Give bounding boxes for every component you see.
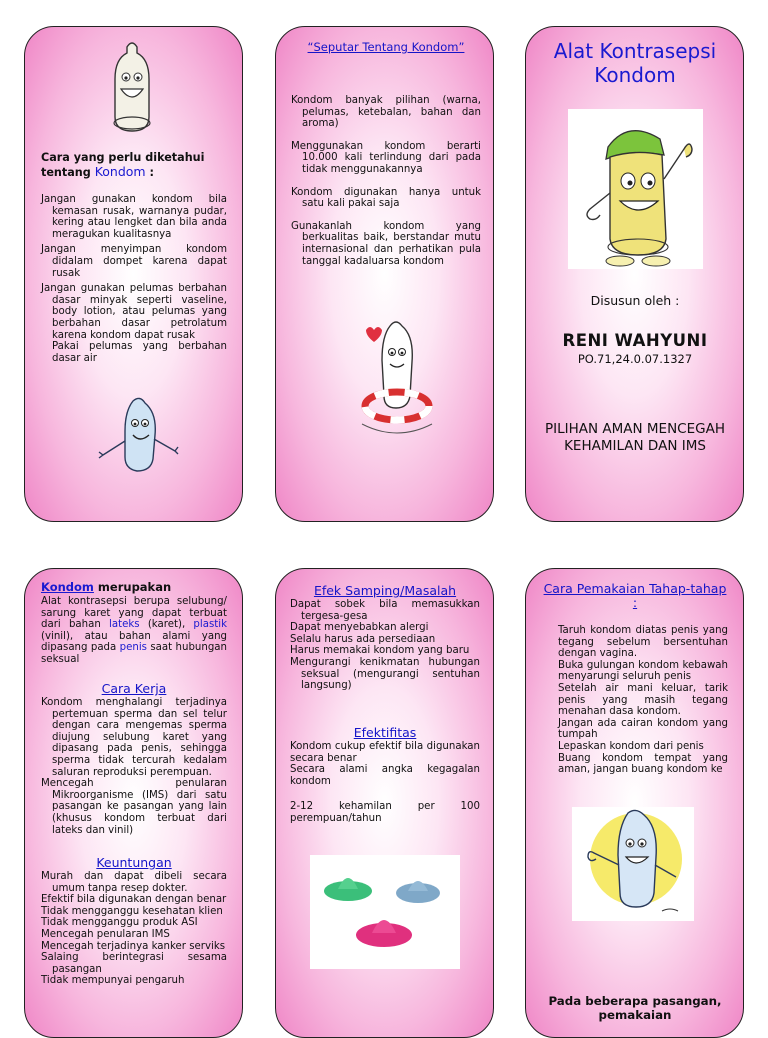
definition-keyword: Kondom [41,580,94,594]
facts-item: Kondom digunakan hanya untuk satu kali pakai saja [291,186,481,210]
usage-steps-list [558,625,728,776]
author-nim: PO.71,24.0.07.1327 [577,352,693,366]
efek-item: Mengurangi kenikmatan hubungan seksual (mengurangi sentuhan langsung) [290,656,480,692]
efektifitas-text [290,741,480,833]
panel-usage-steps [525,568,744,1038]
definition-text-3: (vinil), atau bahan alami yang dipasang pada [41,630,227,654]
keuntungan-item: Murah dan dapat dibeli secara umum tanpa resep dokter. [41,871,227,894]
keuntungan-item: Mencegah penularan IMS [41,928,170,940]
condom-mascot-blue-image [95,395,185,475]
usage-title: Cara Pemakaian Tahap-tahap : [543,581,727,610]
usage-step: Setelah air mani keluar, tarik penis yang masih tegang menahan dasa kondom. [558,682,728,718]
cara-kerja-list [41,697,227,836]
efek-item: Harus memakai kondom yang baru [290,645,470,657]
efek-item: Dapat sobek bila memasukkan tergesa-gesa [290,599,480,622]
keuntungan-item: Efektif bila digunakan dengan benar [41,894,227,906]
facts-item: Kondom banyak pilihan (warna, pelumas, ketebalan, bahan dan aroma) [291,95,481,130]
usage-step: Taruh kondom diatas penis yang tegang sebelum bersentuhan dengan vagina. [558,625,728,660]
keuntungan-item: Tidak mengganggu produk ASI [41,917,198,929]
definition-link-lateks: lateks [109,619,140,631]
cara-kerja-item: Mencegah penularan Mikroorganisme (IMS) dari satu pasangan ke pasangan yang lain (khusus kondom terbuat dari lateks dan vinil) [41,778,227,836]
tips-item: Jangan menyimpan kondom didalam dompet karena dapat rusak [41,244,227,279]
keuntungan-item: Salaing berintegrasi sesama pasangan [41,952,227,975]
cara-kerja-item: Kondom menghalangi terjadinya pertemuan sperma dan sel telur dengan cara mengemas sperma diujung selubung karet yang dipasang pada penis, sehingga sperma tidak tercurah kedalam saluran reproduksi perempuan. [41,697,227,778]
cara-kerja-title: Cara Kerja [101,681,167,696]
efek-item: Dapat menyebabkan alergi [290,622,429,634]
definition-text-4: saat hubungan seksual [41,642,227,665]
definition-text [41,596,227,666]
efektifitas-line: Secara alami angka kegagalan kondom [290,764,480,787]
tips-item: Jangan gunakan kondom bila kemasan rusak, warnanya pudar, kering atau lengket dan bila anda meragukan kualitasnya [41,194,227,240]
tips-heading-post: : [145,166,154,179]
keuntungan-title: Keuntungan [96,855,172,870]
facts-item: Gunakanlah kondom yang berkualitas baik, berstandar mutu internasional dan perhatikan pula tanggal kadaluarsa kondom [291,220,481,267]
panel-cover [525,26,744,522]
author-name: RENI WAHYUNI [562,331,708,350]
usage-step: Jangan ada cairan kondom yang tumpah [558,717,728,741]
definition-heading [41,580,231,594]
cover-tagline: PILIHAN AMAN MENCEGAH KEHAMILAN DAN IMS [545,421,725,454]
cover-disusun: Disusun oleh : [590,293,680,308]
usage-footer: Pada beberapa pasangan, pemakaian [548,994,722,1022]
panel-side-effects [275,568,494,1038]
usage-step: Buang kondom tempat yang aman, jangan buang kondom ke [558,752,728,776]
efektifitas-line: Kondom cukup efektif bila digunakan secara benar [290,741,480,764]
keuntungan-item: Tidak mengganggu kesehatan klien [41,905,223,917]
efektifitas-title: Efektifitas [353,725,417,740]
definition-link-penis: penis [119,642,147,654]
efek-list [290,599,480,692]
efek-item: Selalu harus ada persediaan [290,633,436,645]
facts-item: Menggunakan kondom berarti 10.000 kali terlindung dari pada tidak menggunakannya [291,140,481,175]
condoms-photo [310,855,460,969]
efektifitas-line: 2-12 kehamilan per 100 perempuan/tahun [290,801,480,824]
tips-heading-pre: Cara yang perlu diketahui tentang [41,151,205,179]
tips-list [41,194,227,368]
tips-heading [41,151,231,180]
usage-step: Lepaskan kondom dari penis [558,740,704,752]
tips-heading-keyword: Kondom [94,164,146,179]
panel-definition [24,568,243,1038]
definition-text-1: Alat kontrasepsi berupa selubung/ sarung karet yang dapat terbuat dari bahan [41,596,227,631]
definition-link-plastik: plastik [193,619,227,631]
condom-mascot-lifebuoy-image [350,312,440,442]
keuntungan-list [41,871,227,987]
definition-text-2: (karet), [139,619,194,631]
usage-step: Buka gulungan kondom kebawah menyarungi seluruh penis [558,659,728,683]
facts-list [291,95,481,271]
condom-mascot-wave-image [572,807,694,921]
panel-facts [275,26,494,522]
keuntungan-item: Tidak mempunyai pengaruh [41,975,185,987]
panel-tips [24,26,243,522]
facts-title: “Seputar Tentang Kondom” [307,40,465,54]
condom-mascot-yellow-image [568,109,703,269]
efek-title: Efek Samping/Masalah [313,583,457,598]
tips-item: Jangan gunakan pelumas berbahan dasar minyak seperti vaseline, body lotion, atau pelumas yang berbahan dasar petrolatum karena kondom dapat rusak [41,283,227,341]
cover-title: Alat Kontrasepsi Kondom [553,39,717,87]
definition-heading-rest: merupakan [93,580,172,594]
tips-item: Pakai pelumas yang berbahan dasar air [52,341,227,364]
keuntungan-item: Mencegah terjadinya kanker serviks [41,940,226,952]
condom-mascot-smile-image [107,39,157,135]
